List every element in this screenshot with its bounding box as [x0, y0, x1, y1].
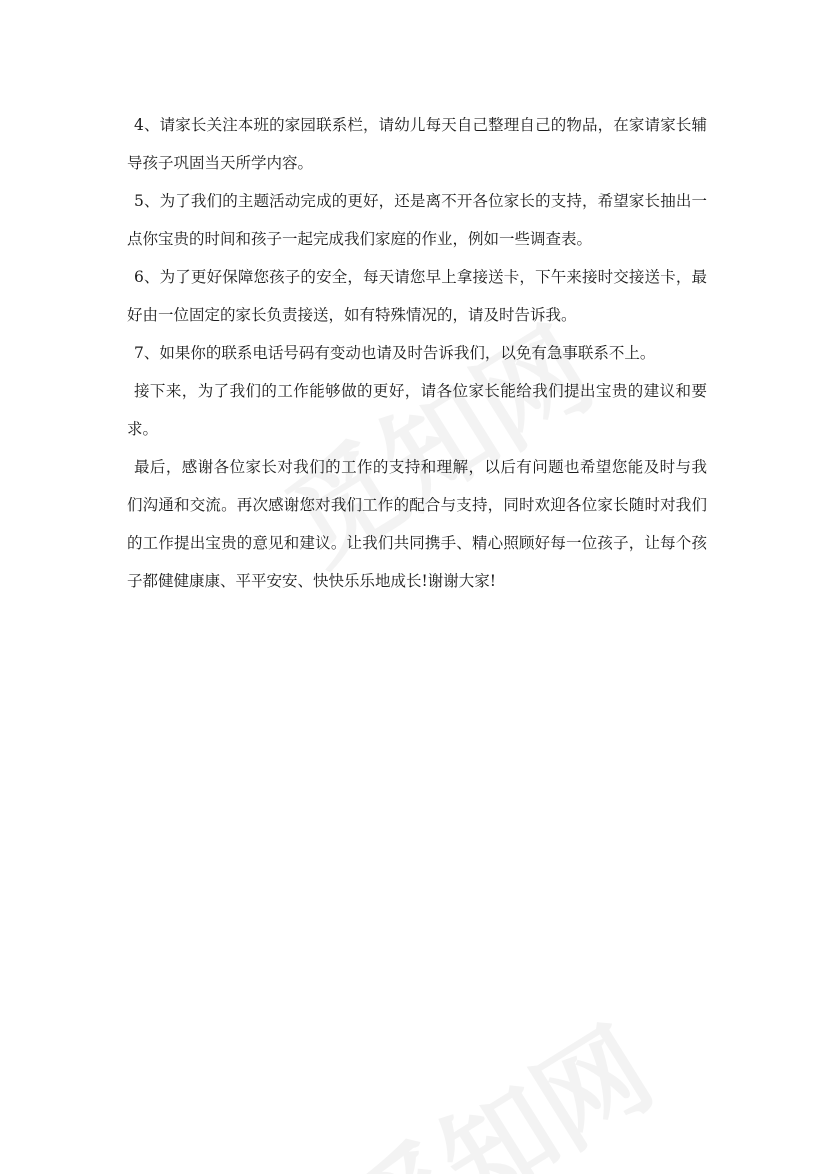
document-body	[127, 106, 707, 600]
paragraph-closing: 最后，感谢各位家长对我们的工作的支持和理解，以后有问题也希望您能及时与我们沟通和交流。再次感谢您对我们工作的配合与支持，同时欢迎各位家长随时对我们的工作提出宝贵的意见和建议。让我们共同携手、精心照顾好每一位孩子，让每个孩子都健健康康、平平安安、快快乐乐地成长!谢谢大家!	[127, 458, 707, 590]
paragraph-item-6: 6、为了更好保障您孩子的安全，每天请您早上拿接送卡，下午来接时交接送卡，最好由一位固定的家长负责接送，如有特殊情况的，请及时告诉我。	[127, 268, 707, 324]
paragraph-next-steps: 接下来，为了我们的工作能够做的更好，请各位家长能给我们提出宝贵的建议和要求。	[127, 382, 707, 438]
paragraph-item-7: 7、如果你的联系电话号码有变动也请及时告诉我们，以免有急事联系不上。	[134, 344, 656, 362]
paragraph-item-4: 4、请家长关注本班的家园联系栏，请幼儿每天自己整理自己的物品，在家请家长辅导孩子巩固当天所学内容。	[127, 116, 707, 172]
paragraph-item-5: 5、为了我们的主题活动完成的更好，还是离不开各位家长的支持，希望家长抽出一点你宝贵的时间和孩子一起完成我们家庭的作业，例如一些调查表。	[127, 192, 707, 248]
watermark-lower	[313, 985, 677, 1174]
